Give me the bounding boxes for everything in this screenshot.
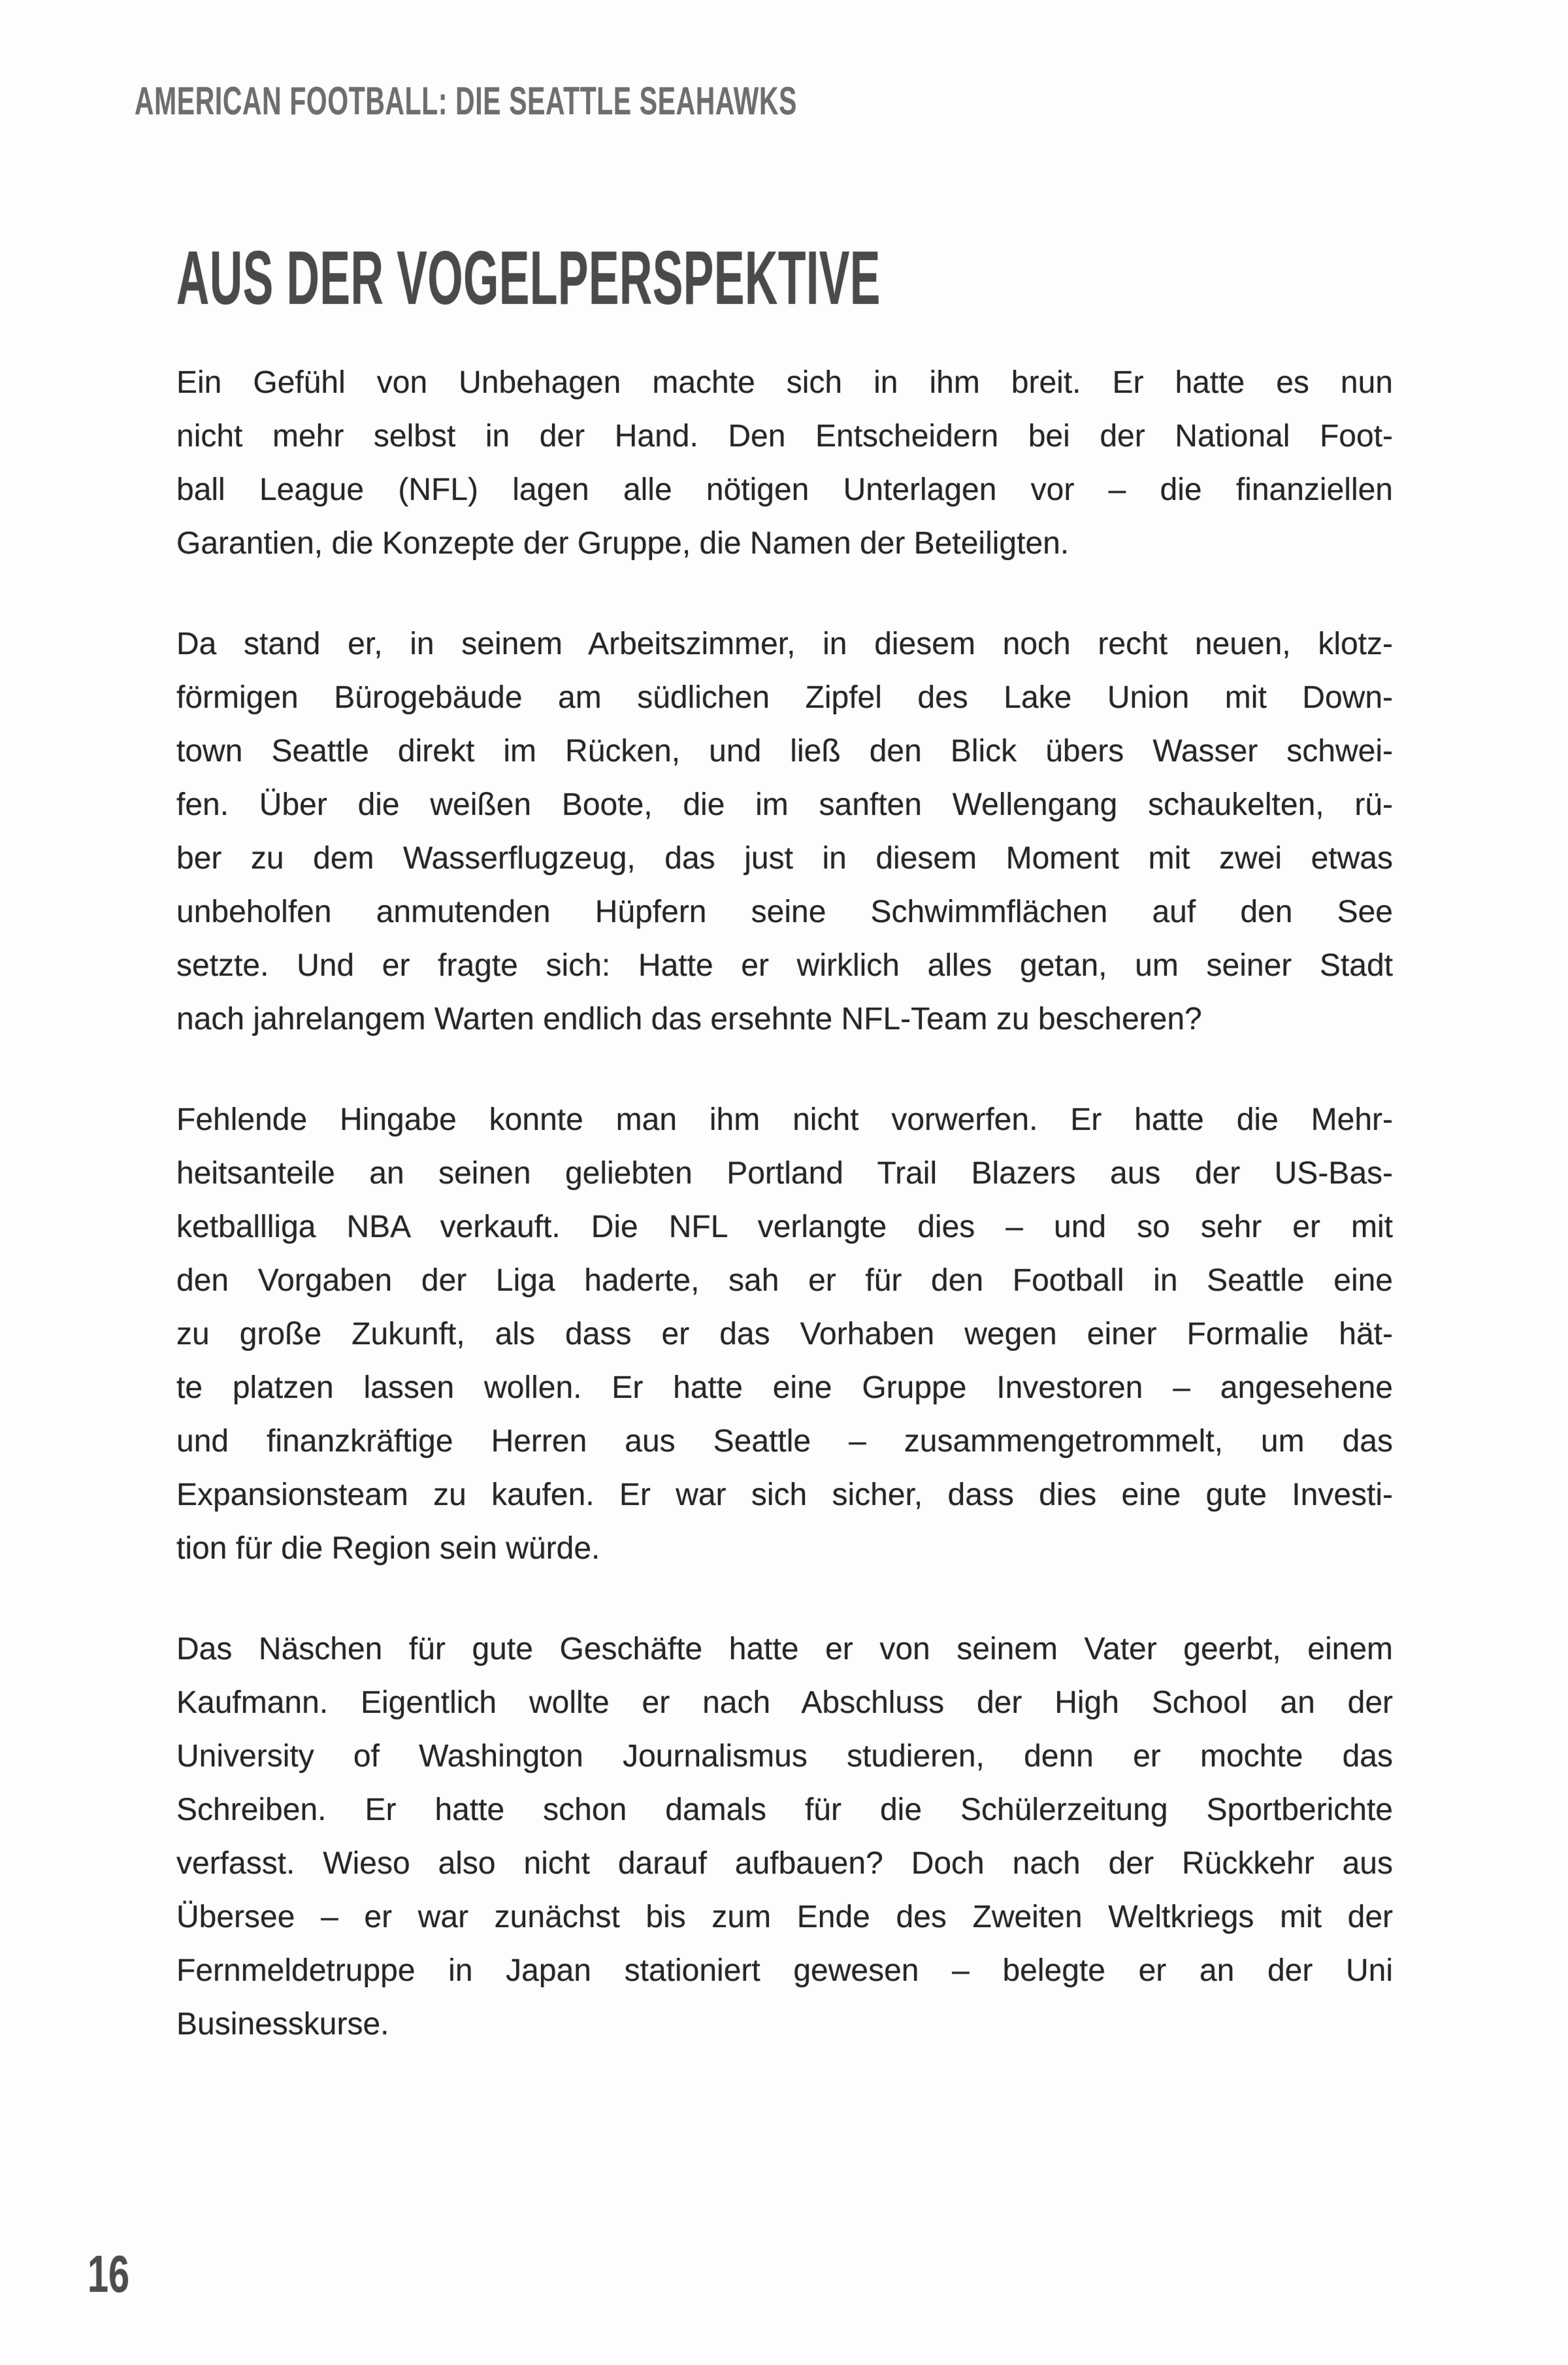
body-text	[176, 356, 1393, 2051]
paragraph-2	[176, 618, 1393, 1046]
text-line: town Seattle direkt im Rücken, und ließ den Blick übers Wasser schwei-	[176, 734, 1393, 769]
page-number: 16	[88, 2245, 130, 2303]
text-line: Schreiben. Er hatte schon damals für die Schülerzeitung Sportberichte	[176, 1793, 1393, 1827]
text-line: University of Washington Journalismus studieren, denn er mochte das	[176, 1739, 1393, 1774]
text-line: Garantien, die Konzepte der Gruppe, die Namen der Beteiligten.	[176, 526, 1070, 561]
text-line: Übersee – er war zunächst bis zum Ende des Zweiten Weltkriegs mit der	[176, 1900, 1393, 1934]
paragraph-3	[176, 1093, 1393, 1576]
paragraph-4	[176, 1623, 1393, 2051]
text-line: fen. Über die weißen Boote, die im sanften Wellengang schaukelten, rü-	[176, 787, 1393, 822]
text-line: und finanzkräftige Herren aus Seattle – zusammengetrommelt, um das	[176, 1424, 1393, 1459]
text-line: Ein Gefühl von Unbehagen machte sich in ihm breit. Er hatte es nun	[176, 365, 1393, 400]
text-line: ber zu dem Wasserflugzeug, das just in diesem Moment mit zwei etwas	[176, 841, 1393, 876]
text-line: heitsanteile an seinen geliebten Portland Trail Blazers aus der US-Bas-	[176, 1156, 1393, 1191]
text-line: Kaufmann. Eigentlich wollte er nach Abschluss der High School an der	[176, 1685, 1393, 1720]
text-line: den Vorgaben der Liga haderte, sah er für den Football in Seattle eine	[176, 1263, 1393, 1298]
running-header: AMERICAN FOOTBALL: DIE SEATTLE SEAHAWKS	[135, 79, 798, 123]
text-line: setzte. Und er fragte sich: Hatte er wirklich alles getan, um seiner Stadt	[176, 948, 1393, 983]
paragraph-1	[176, 356, 1393, 571]
text-line: tion für die Region sein würde.	[176, 1531, 600, 1566]
text-line: verfasst. Wieso also nicht darauf aufbauen? Doch nach der Rückkehr aus	[176, 1846, 1393, 1881]
text-line: Da stand er, in seinem Arbeitszimmer, in diesem noch recht neuen, klotz-	[176, 627, 1393, 661]
text-line: nach jahrelangem Warten endlich das ersehnte NFL-Team zu bescheren?	[176, 1002, 1202, 1036]
text-line: ketballliga NBA verkauft. Die NFL verlangte dies – und so sehr er mit	[176, 1210, 1393, 1244]
text-line: Fehlende Hingabe konnte man ihm nicht vorwerfen. Er hatte die Mehr-	[176, 1102, 1393, 1137]
text-line: zu große Zukunft, als dass er das Vorhaben wegen einer Formalie hät-	[176, 1317, 1393, 1351]
text-line: te platzen lassen wollen. Er hatte eine Gruppe Investoren – angesehene	[176, 1370, 1393, 1405]
chapter-title: AUS DER VOGELPERSPEKTIVE	[176, 235, 881, 320]
text-line: Businesskurse.	[176, 2007, 389, 2042]
text-line: ball League (NFL) lagen alle nötigen Unterlagen vor – die finanziellen	[176, 472, 1393, 507]
text-line: nicht mehr selbst in der Hand. Den Entscheidern bei der National Foot-	[176, 419, 1393, 454]
text-line: Fernmeldetruppe in Japan stationiert gewesen – belegte er an der Uni	[176, 1953, 1393, 1988]
text-line: förmigen Bürogebäude am südlichen Zipfel des Lake Union mit Down-	[176, 680, 1393, 715]
text-line: Das Näschen für gute Geschäfte hatte er von seinem Vater geerbt, einem	[176, 1632, 1393, 1666]
text-line: Expansionsteam zu kaufen. Er war sich sicher, dass dies eine gute Investi-	[176, 1478, 1393, 1512]
text-line: unbeholfen anmutenden Hüpfern seine Schwimmflächen auf den See	[176, 895, 1393, 929]
